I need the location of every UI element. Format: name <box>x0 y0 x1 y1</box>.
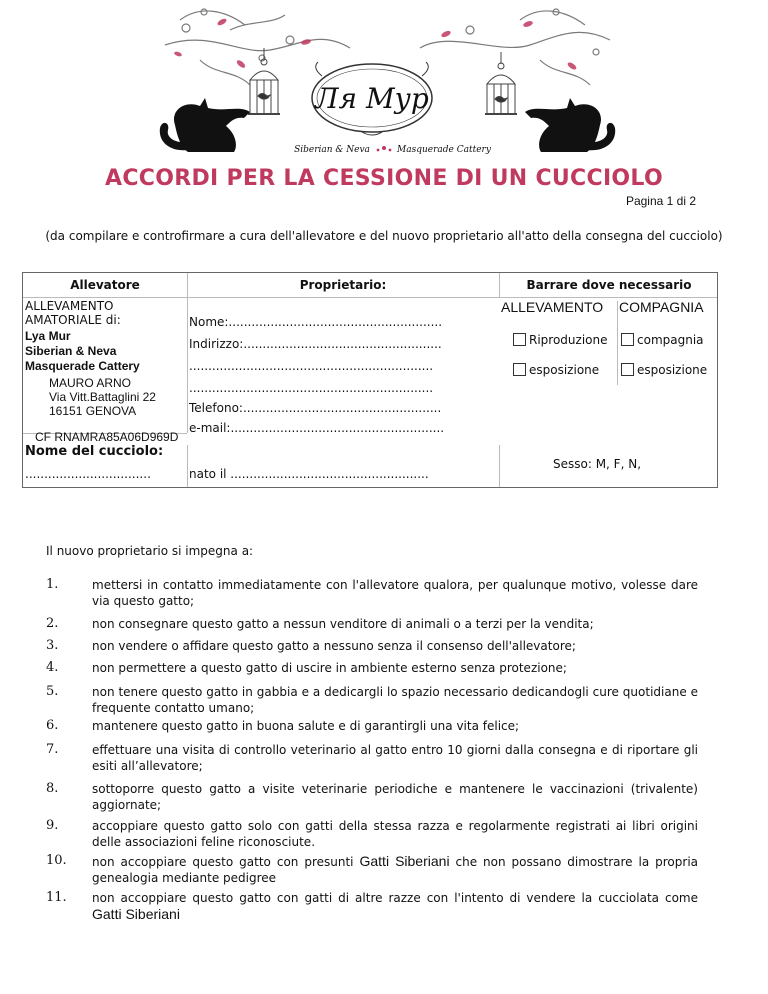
right-branches-decoration <box>420 9 610 85</box>
logo-name: Ля Мур <box>315 82 429 115</box>
list-item-text: accoppiare questo gatto solo con gatti della stessa razza e regolarmente registrati ai libri origini delle associazioni feline riconosciute. <box>92 819 698 849</box>
puppy-name-label: Nome del cucciolo: <box>25 444 164 459</box>
checkbox-esposizione-breeding-label: esposizione <box>529 363 600 377</box>
checkbox-box-icon[interactable] <box>621 333 634 346</box>
breed-name-inline: Gatti Siberiani <box>92 906 180 922</box>
list-item-number: 8. <box>46 781 59 796</box>
logo-right-caption: Masquerade Cattery <box>397 145 491 155</box>
checkbox-box-icon[interactable] <box>621 363 634 376</box>
list-item-text-part: che non possano dimostrare la propria genealogia mediante pedigree <box>92 855 699 885</box>
breeder-name-3: Masquerade Cattery <box>25 359 140 373</box>
list-item-text: mettersi in contatto immediatamente con l'allevatore qualora, per qualunque motivo, volesse dare via questo gatto; <box>92 578 698 608</box>
document-title: ACCORDI PER LA CESSIONE DI UN CUCCIOLO <box>105 166 663 191</box>
right-birdcage-icon <box>485 52 517 114</box>
intro-note: (da compilare e controfirmare a cura dell'allevatore e del nuovo proprietario all'atto della consegna del cucciolo) <box>45 229 723 243</box>
list-item-number: 7. <box>46 742 59 757</box>
logo-ornament-icon <box>377 146 392 151</box>
sex-column-divider <box>499 445 500 487</box>
list-item-text: non vendere o affidare questo gatto a nessuno senza il consenso dell'allevatore; <box>92 639 576 653</box>
list-item <box>46 660 698 676</box>
checkbox-riproduzione[interactable] <box>513 333 608 347</box>
breeder-line-2: AMATORIALE di: <box>25 313 121 327</box>
list-item-number: 5. <box>46 684 59 699</box>
list-item-text <box>92 853 698 886</box>
puppy-name-field[interactable]: ................................. <box>25 467 151 481</box>
list-item-number: 4. <box>46 660 59 675</box>
header-divider <box>23 297 717 298</box>
owner-address-line-3[interactable]: ................................................................ <box>189 381 434 395</box>
cession-form-table <box>22 272 718 488</box>
breeder-fiscal-code: CF RNAMRA85A06D969D <box>35 430 179 444</box>
column-divider-1 <box>187 273 188 433</box>
breeder-name-2: Siberian & Neva <box>25 344 117 358</box>
list-item <box>46 742 698 774</box>
list-item <box>46 638 698 654</box>
list-item <box>46 684 698 716</box>
left-cat-silhouette-icon <box>160 98 250 152</box>
category-breeding: ALLEVAMENTO <box>501 299 604 315</box>
list-item-number: 9. <box>46 818 59 833</box>
list-item-number: 2. <box>46 616 59 631</box>
checkbox-esposizione-breeding[interactable] <box>513 363 599 377</box>
obligations-intro: Il nuovo proprietario si impegna a: <box>46 544 254 558</box>
left-birdcage-icon <box>248 48 280 114</box>
list-item-text <box>92 890 698 923</box>
checkbox-esposizione-companion-label: esposizione <box>637 363 708 377</box>
category-companion: COMPAGNIA <box>619 299 704 315</box>
right-leaves-decoration <box>440 20 577 71</box>
list-item-number: 11. <box>46 890 67 905</box>
header-illustration <box>0 0 768 162</box>
list-item <box>46 577 698 609</box>
list-item-text-part: non accoppiare questo gatto con presunti <box>92 855 360 869</box>
breeder-line-1: ALLEVAMENTO <box>25 299 114 313</box>
list-item-text: effettuare una visita di controllo veterinario al gatto entro 10 giorni dalla consegna e di riportare gli esiti all’allevatore; <box>92 743 698 773</box>
breeder-name-1: Lya Mur <box>25 329 71 343</box>
owner-phone-field[interactable]: Telefono:.................................................... <box>189 401 442 415</box>
breeder-city: 16151 GENOVA <box>49 404 137 418</box>
breeder-person: MAURO ARNO <box>49 376 132 390</box>
owner-address-line-2[interactable]: ................................................................ <box>189 359 434 373</box>
list-item-text: mantenere questo gatto in buona salute e di garantirgli una vita felice; <box>92 719 520 733</box>
left-branches-decoration <box>165 9 350 85</box>
list-item <box>46 616 698 632</box>
list-item-text: sottoporre questo gatto a visite veterinarie periodiche e mantenere le vaccinazioni (trivalente) aggiornate; <box>92 782 698 812</box>
header-breeder: Allevatore <box>70 278 140 292</box>
breed-name-inline: Gatti Siberiani <box>359 853 450 869</box>
checkbox-box-icon[interactable] <box>513 333 526 346</box>
puppy-birthdate-field[interactable]: nato il .................................................... <box>189 467 429 481</box>
right-cat-silhouette-icon <box>525 98 615 152</box>
owner-name-field[interactable]: Nome:........................................................ <box>189 315 443 329</box>
header-owner: Proprietario: <box>299 278 387 292</box>
list-item-number: 1. <box>46 577 59 592</box>
list-item <box>46 853 698 886</box>
owner-address-field[interactable]: Indirizzo:.................................................... <box>189 337 442 351</box>
list-item <box>46 890 698 923</box>
list-item-number: 6. <box>46 718 59 733</box>
checkbox-box-icon[interactable] <box>513 363 526 376</box>
logo-left-caption: Siberian & Neva <box>294 145 370 155</box>
list-item-number: 10. <box>46 853 67 868</box>
list-item <box>46 718 698 734</box>
checkbox-compagnia-label: compagnia <box>637 333 704 347</box>
list-item-text: non tenere questo gatto in gabbia e a dedicargli lo spazio necessario dedicandogli cure quotidiane e frequente contatto umano; <box>92 685 698 715</box>
owner-email-field[interactable]: e-mail:........................................................ <box>189 421 445 435</box>
list-item <box>46 818 698 850</box>
checkbox-riproduzione-label: Riproduzione <box>529 333 608 347</box>
checkbox-esposizione-companion[interactable] <box>621 363 707 377</box>
breeder-street: Via Vitt.Battaglini 22 <box>49 390 156 404</box>
list-item-text: non consegnare questo gatto a nessun venditore di animali o a terzi per la vendita; <box>92 617 594 631</box>
checkbox-compagnia[interactable] <box>621 333 704 347</box>
puppy-sex-options[interactable]: Sesso: M, F, N, <box>553 457 642 471</box>
list-item-number: 3. <box>46 638 59 653</box>
page-number: Pagina 1 di 2 <box>625 194 696 208</box>
list-item-text-part: non accoppiare questo gatto con gatti di altre razze con l'intento di vendere la cucciolata come <box>92 891 698 905</box>
list-item <box>46 781 698 813</box>
list-item-text: non permettere a questo gatto di uscire in ambiente esterno senza protezione; <box>92 661 567 675</box>
puppy-column-divider <box>187 445 188 487</box>
header-check: Barrare dove necessario <box>526 278 692 292</box>
check-column-divider <box>617 301 618 385</box>
